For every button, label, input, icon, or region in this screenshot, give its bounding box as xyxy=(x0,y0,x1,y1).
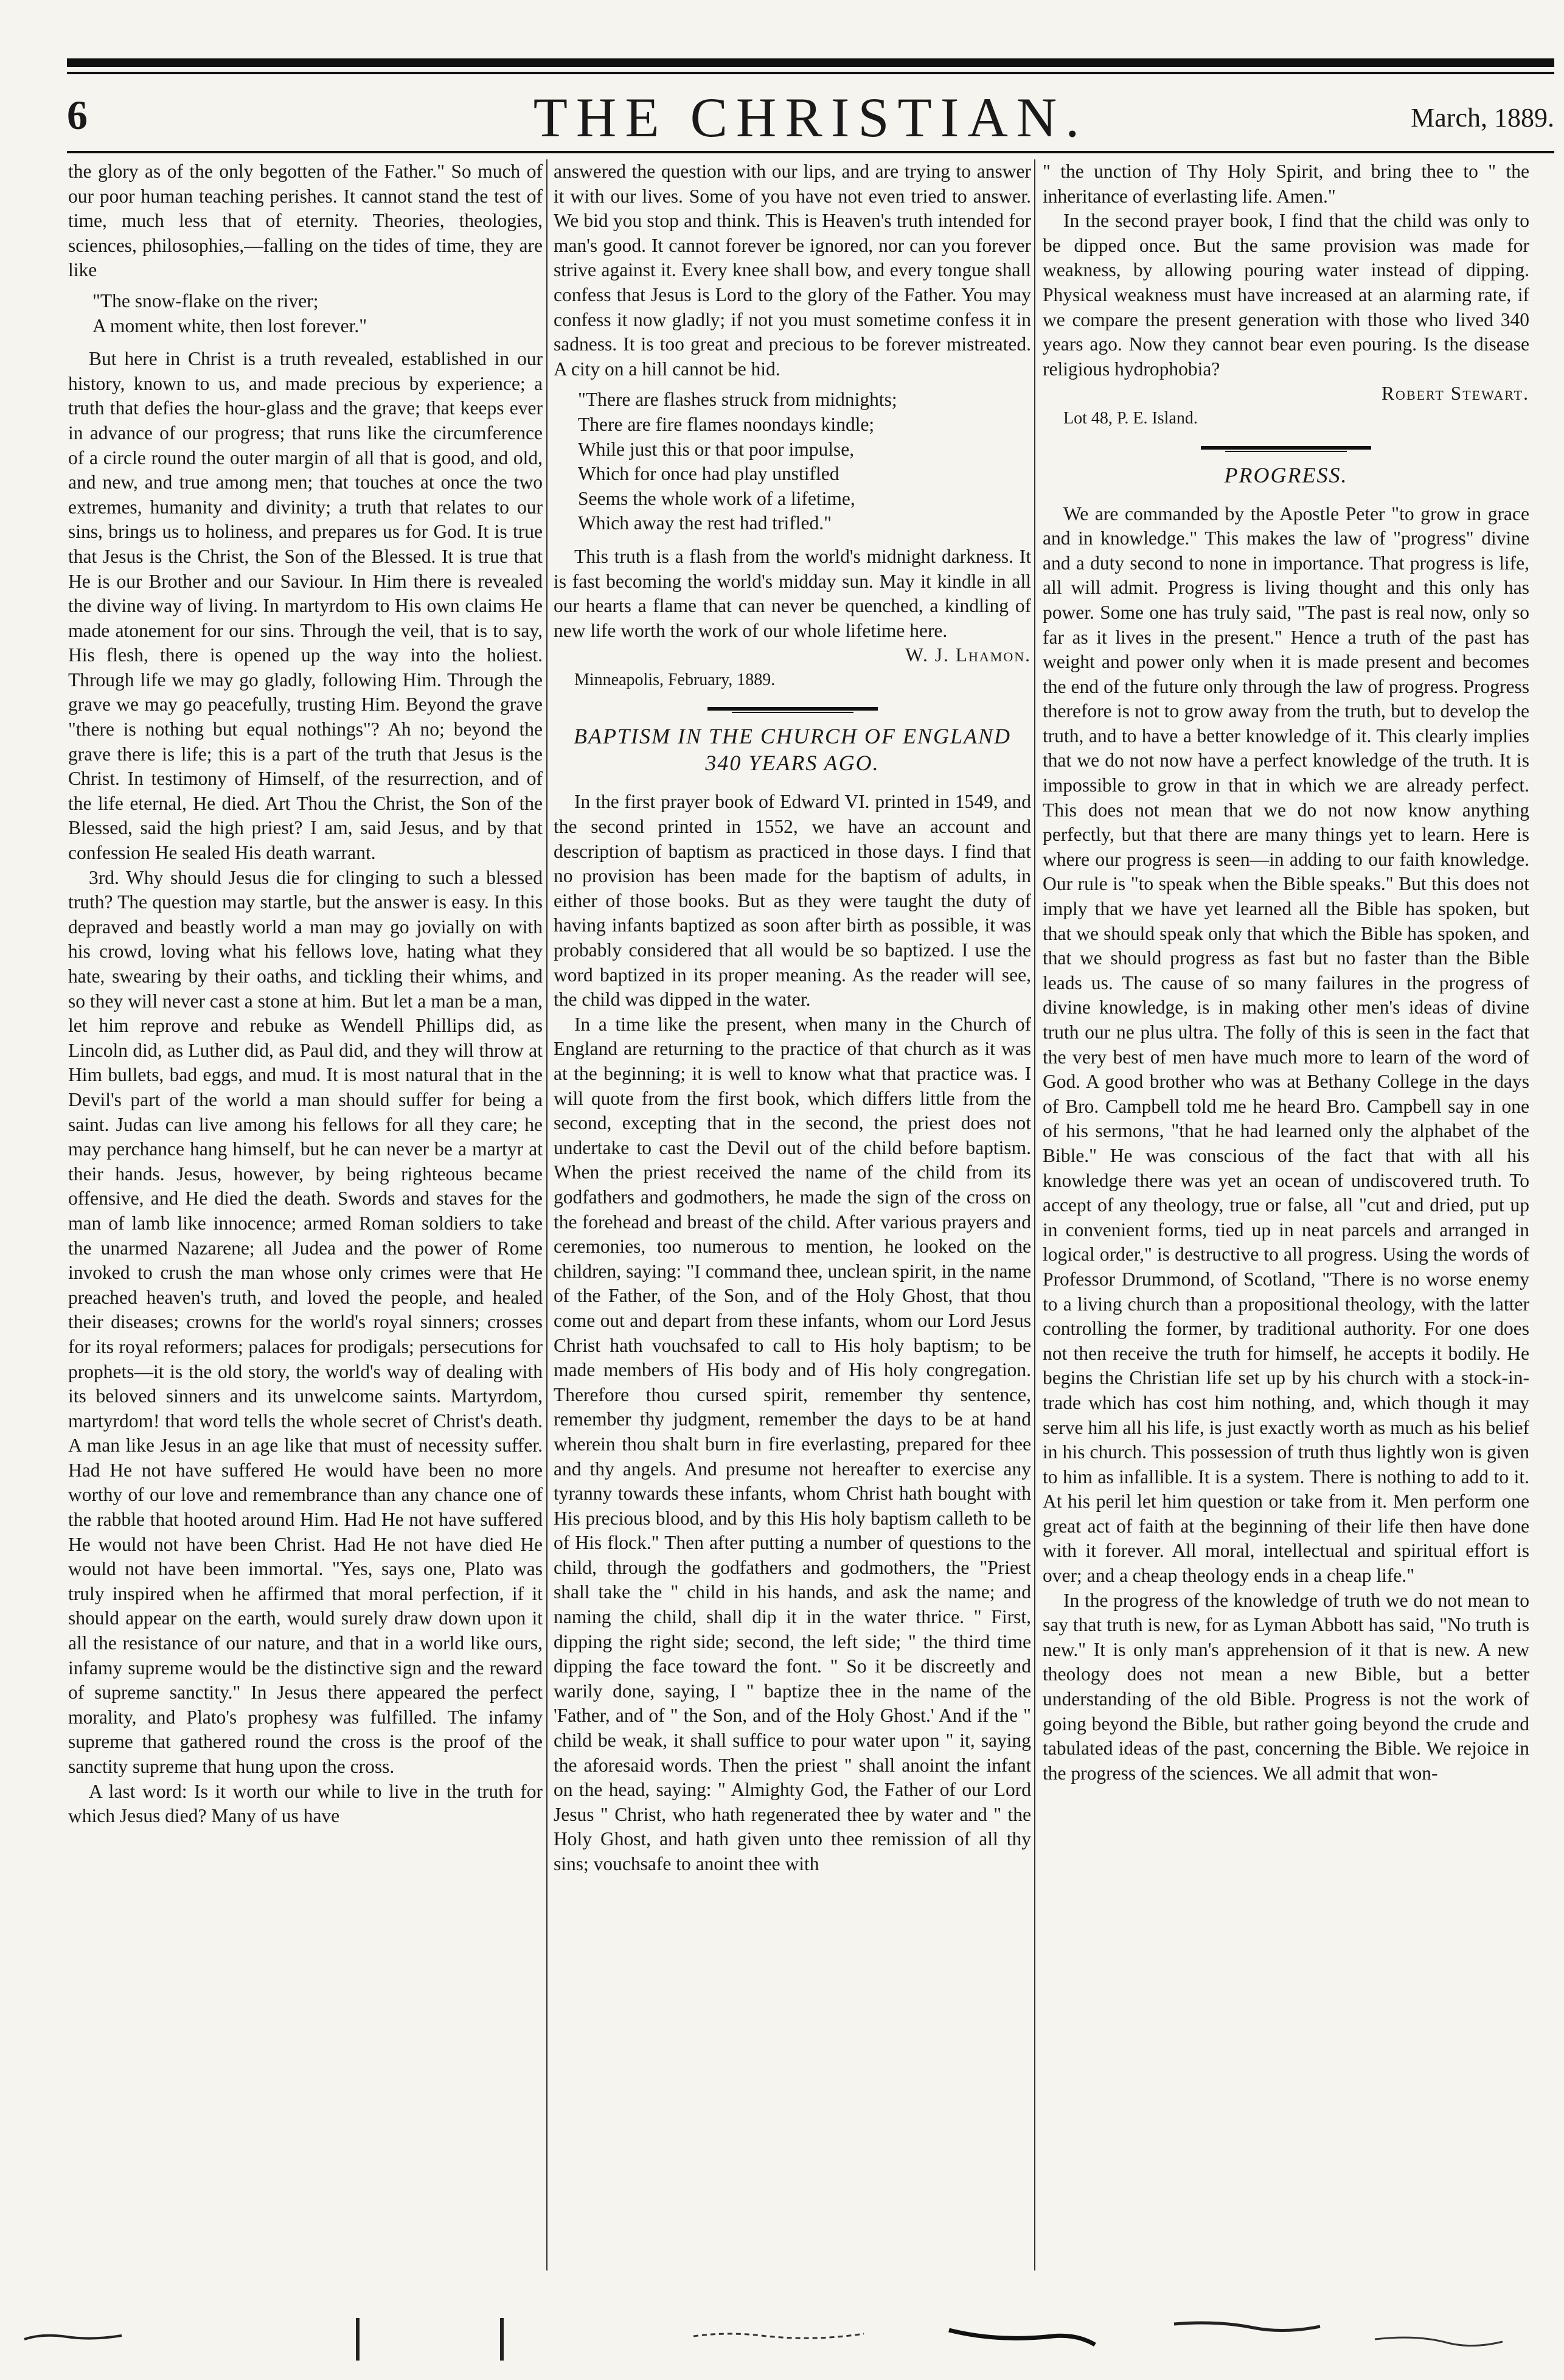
paragraph: " the unction of Thy Holy Spirit, and bring thee to " the inheritance of everlasting life. Amen." xyxy=(1043,161,1529,207)
paragraph: In the second prayer book, I find that the child was only to be dipped once. But the same provision was made for weakness, by allowing pouring water instead of dipping. Physical weakness must have increased at an alarming rate, if we compare the present generation with those who lived 340 years ago. Now they cannot bear even pouring. Is the disease religious hydrophobia? xyxy=(1043,210,1529,380)
paragraph: In the first prayer book of Edward VI. printed in 1549, and the second printed in 1552, we have an account and description of baptism as practiced in those days. I find that no provision has been made for the baptism of adults, in either of those books. But as they were taught the duty of having infants baptized as soon after birth as possible, it was probably considered that all would be so baptized. I use the word baptized in its proper meaning. As the reader will see, the child was dipped in the water. xyxy=(554,791,1031,1011)
section-divider xyxy=(707,706,878,714)
masthead-top-thin-rule xyxy=(67,72,1554,74)
paragraph: We are commanded by the Apostle Peter "to grow in grace and in knowledge." This makes the law of "progress" divine and a duty second to none in importance. That progress is life, all will admit. Progress is living thought and this only has power. Some one has truly said, "The past is real now, only so far as it lives in the present." Hence a truth of the past has weight and power only when it is made present and becomes the end of the future only through the law of progress. Progress therefore is not to grow away from the truth, but to develop the truth, and to have a better knowledge of it. This clearly implies that we do not now have a perfect knowledge of the truth. It is impossible to grow in that in which we are already perfect. This does not mean that we do not now know anything perfectly, but that there are many things yet to learn. Here is where our progress is seen—in adding to our faith knowledge. Our rule is "to speak when the Bible speaks." But this does not imply that we have yet learned all the Bible has spoken, but that we should speak only that which the Bible has spoken, and that we should progress as fast but no faster than the Bible leads us. The cause of so many failures in the progress of divine knowledge, is in making other men's ideas of divine truth our ne plus ultra. The folly of this is seen in the fact that the very best of men have much more to learn of the word of God. A good brother who was at Bethany College in the days of Bro. Campbell told me he heard Bro. Campbell say in one of his sermons, "that he had learned only the alphabet of the Bible." He was conscious of the fact that with all his knowledge there was yet an ocean of undiscovered truth. To accept of any theology, true or false, all "cut and dried, put up in convenient forms, tied up in neat parcels and arranged in logical order," is destructive to all progress. Using the words of Professor Drummond, of Scotland, "There is no worse enemy to a living church than a propositional theology, with the latter controlling the former, by traditional authority. For one does not then receive the truth for himself, he accepts it bodily. He begins the Christian life set up by his church with a stock-in-trade which has cost him nothing, and, which though it may serve him all his life, is just exactly worth as much as his belief in his church. This possession of truth thus lightly won is given to him as infallible. It is a system. There is nothing to add to it. At his peril let him question or take from it. Men perform one great act of faith at the beginning of their life then have done with it forever. All moral, intellectual and spiritual effort is over; and a cheap theology ends in a cheap life." xyxy=(1043,503,1529,1587)
article-title: PROGRESS. xyxy=(1224,462,1348,487)
verse-line: Seems the whole work of a lifetime, xyxy=(578,487,855,509)
masthead-top-rule xyxy=(67,58,1554,67)
paragraph: 3rd. Why should Jesus die for clinging to such a blessed truth? The question may startle, but the answer is easy. In this depraved and beastly world a man may go jovially on with his crowd, loving what his fellows love, hating what they hate, swearing by their oaths, and tickling their whims, and so they will never cast a stone at him. But let a man be a man, let him reprove and rebuke as Wendell Phillips did, as Lincoln did, as Luther did, as Paul did, and they will throw at Him bullets, bad eggs, and mud. It is most natural that in the Devil's part of the world a man should suffer for being a saint. Judas can live among his fellows for all they care; he may perchance hang himself, but he can never be a martyr at their hands. Jesus, however, by being righteous became offensive, and He died the death. Swords and staves for the man of lamb like innocence; armed Roman soldiers to take the unarmed Nazarene; all Judea and the power of Rome invoked to crush the man whose only crimes were that He preached heaven's truth, and loved the people, and healed their diseases; crowns for the world's royal sinners; crosses for its royal reformers; palaces for prodigals; persecutions for prophets—it is the old story, the world's way of dealing with its beloved sinners and its unwelcome saints. Martyrdom, martyrdom! that word tells the whole secret of Christ's death. A man like Jesus in an age like that must of necessity suffer. Had He not have suffered He would have been no more worthy of our love and remembrance than any chance one of the rabble that hooted around Him. Had He not have suffered He would not have been Christ. Had He not have died He would not have been immortal. "Yes, says one, Plato was truly inspired when he affirmed that moral perfection, if it should appear on the earth, would surely draw down upon it all the resistance of our nature, and that in a world like ours, infamy supreme would be the distinctive sign and the reward of supreme sanctity." In Jesus there appeared the perfect morality, and Plato's prophesy was fulfilled. The infamy supreme that gathered round the cross is the proof of the sanctity supreme that hung upon the cross. xyxy=(68,866,543,1777)
verse-line: Which away the rest had trifled." xyxy=(578,512,832,534)
column-divider-1 xyxy=(546,159,547,2270)
dateline: Lot 48, P. E. Island. xyxy=(1063,408,1198,428)
quoted-verse xyxy=(578,388,1031,536)
paragraph: This truth is a flash from the world's midnight darkness. It is fast becoming the world's midday sun. May it kindle in all our hearts a flame that can never be quenched, a kindling of new life worth the work of our whole lifetime here. xyxy=(554,545,1031,641)
masthead-bottom-rule xyxy=(67,151,1554,153)
verse-line: "The snow-flake on the river; xyxy=(92,290,319,311)
verse-line: Which for once had play unstifled xyxy=(578,463,839,485)
quoted-verse xyxy=(92,289,543,338)
verse-line: While just this or that poor impulse, xyxy=(578,438,855,460)
author-signature: W. J. Lhamon. xyxy=(905,644,1031,666)
scan-artifacts xyxy=(0,2281,1564,2380)
paragraph: the glory as of the only begotten of the Father." So much of our poor human teaching perishes. It cannot stand the test of time, much less that of eternity. Theories, theologies, sciences, philosophies,—falling on the tides of time, they are like xyxy=(68,161,543,281)
issue-date: March, 1889. xyxy=(1411,103,1554,133)
author-signature: Robert Stewart. xyxy=(1382,383,1529,405)
verse-line: "There are flashes struck from midnights; xyxy=(578,389,897,411)
column-divider-2 xyxy=(1034,159,1035,2270)
verse-line: A moment white, then lost forever." xyxy=(92,315,367,336)
column-3 xyxy=(1043,159,1529,2270)
verse-line: There are fire flames noondays kindle; xyxy=(578,413,875,435)
page-number: 6 xyxy=(67,92,88,138)
paragraph: answered the question with our lips, and are trying to answer it with our lives. Some of you have not even tried to answer. We bid you stop and think. This is Heaven's truth intended for man's good. It cannot forever be ignored, nor can you forever strive against it. Every knee shall bow, and every tongue shall confess that Jesus is Lord to the glory of the Father. You may confess it now gladly; if not you must sometime confess it in sadness. It is too great and precious to be forever mistreated. A city on a hill cannot be hid. xyxy=(554,161,1031,380)
column-1 xyxy=(68,159,543,2270)
dateline: Minneapolis, February, 1889. xyxy=(574,670,776,689)
article-title: BAPTISM IN THE CHURCH OF ENGLAND 340 YEARS AGO. xyxy=(574,724,1011,776)
paragraph: In the progress of the knowledge of truth we do not mean to say that truth is new, for as Lyman Abbott has said, "No truth is new." It is only man's apprehension of it that is new. A new theology does not mean a new Bible, but a better understanding of the old Bible. Progress is not the work of going beyond the Bible, but rather going beyond the crude and tabulated ideas of the past, concerning the Bible. We rejoice in the progress of the sciences. We all admit that won- xyxy=(1043,1589,1529,1784)
paragraph: In a time like the present, when many in the Church of England are returning to the practice of that church as it was at the beginning; it is well to know what that practice was. I will quote from the first book, which differs little from the second, excepting that in the second, the priest does not undertake to cast the Devil out of the child before baptism. When the priest received the name of the child from its godfathers and godmothers, he made the sign of the cross on the forehead and breast of the child. After various prayers and ceremonies, too numerous to mention, he looked on the children, saying: "I command thee, unclean spirit, in the name of the Father, of the Son, and of the Holy Ghost, that thou come out and depart from these infants, whom our Lord Jesus Christ hath vouchsafed to call to His holy baptism; to be made members of His body and of His holy congregation. Therefore thou cursed spirit, remember thy sentence, remember thy judgment, remember the days to be at hand wherein thou shalt burn in fire everlasting, prepared for thee and thy angels. And presume not hereafter to exercise any tyranny towards these infants, whom Christ hath bought with His precious blood, and by this His holy baptism calleth to be of His flock." Then after putting a number of questions to the child, through the godfathers and godmothers, the "Priest shall take the " child in his hands, and ask the name; and naming the child, shall dip it in the water thrice. " First, dipping the right side; second, the left side; " the third time dipping the face toward the font. " So it be discreetly and warily done, saying, I " baptize thee in the name of the 'Father, and of " the Son, and of the Holy Ghost.' And if the " child be weak, it shall suffice to pour water upon " it, saying the aforesaid words. Then the priest " shall anoint the infant on the head, saying: " Almighty God, the Father of our Lord Jesus " Christ, who hath regenerated thee by water and " the Holy Ghost, and hath given unto thee remission of all thy sins; vouchsafe to anoint thee with xyxy=(554,1013,1031,1874)
section-divider xyxy=(1201,445,1371,453)
masthead xyxy=(67,85,1554,152)
newspaper-title: THE CHRISTIAN. xyxy=(533,86,1088,148)
column-2 xyxy=(554,159,1031,2270)
paragraph: But here in Christ is a truth revealed, established in our history, known to us, and made precious by experience; a truth that defies the hour-glass and the grave; that keeps ever in advance of our progress; that runs like the circumference of a circle round the outer margin of all that is good, and old, and new, and true among men; that touches at once the two extremes, humanity and divinity; a truth that relates to our sins, brings us to holiness, and prepares us for God. It is true that Jesus is the Christ, the Son of the Blessed. It is true that He is our Brother and our Saviour. In Him there is revealed the divine way of living. In martyrdom to His own claims He made atonement for our sins. Through the veil, that is to say, His flesh, there is opened up the way into the holiest. Through life we may go gladly, following Him. Through the grave we may go peacefully, trusting Him. Beyond the grave "there is nothing but equal nothings"? Ah no; beyond the grave there is life; this is a part of the truth that Jesus is the Christ. In testimony of Himself, of the resurrection, and of the life eternal, He died. Art Thou the Christ, the Son of the Blessed, said the high priest? I am, said Jesus, and by that confession He sealed His death warrant. xyxy=(68,348,543,864)
paragraph: A last word: Is it worth our while to live in the truth for which Jesus died? Many of us have xyxy=(68,1780,543,1827)
